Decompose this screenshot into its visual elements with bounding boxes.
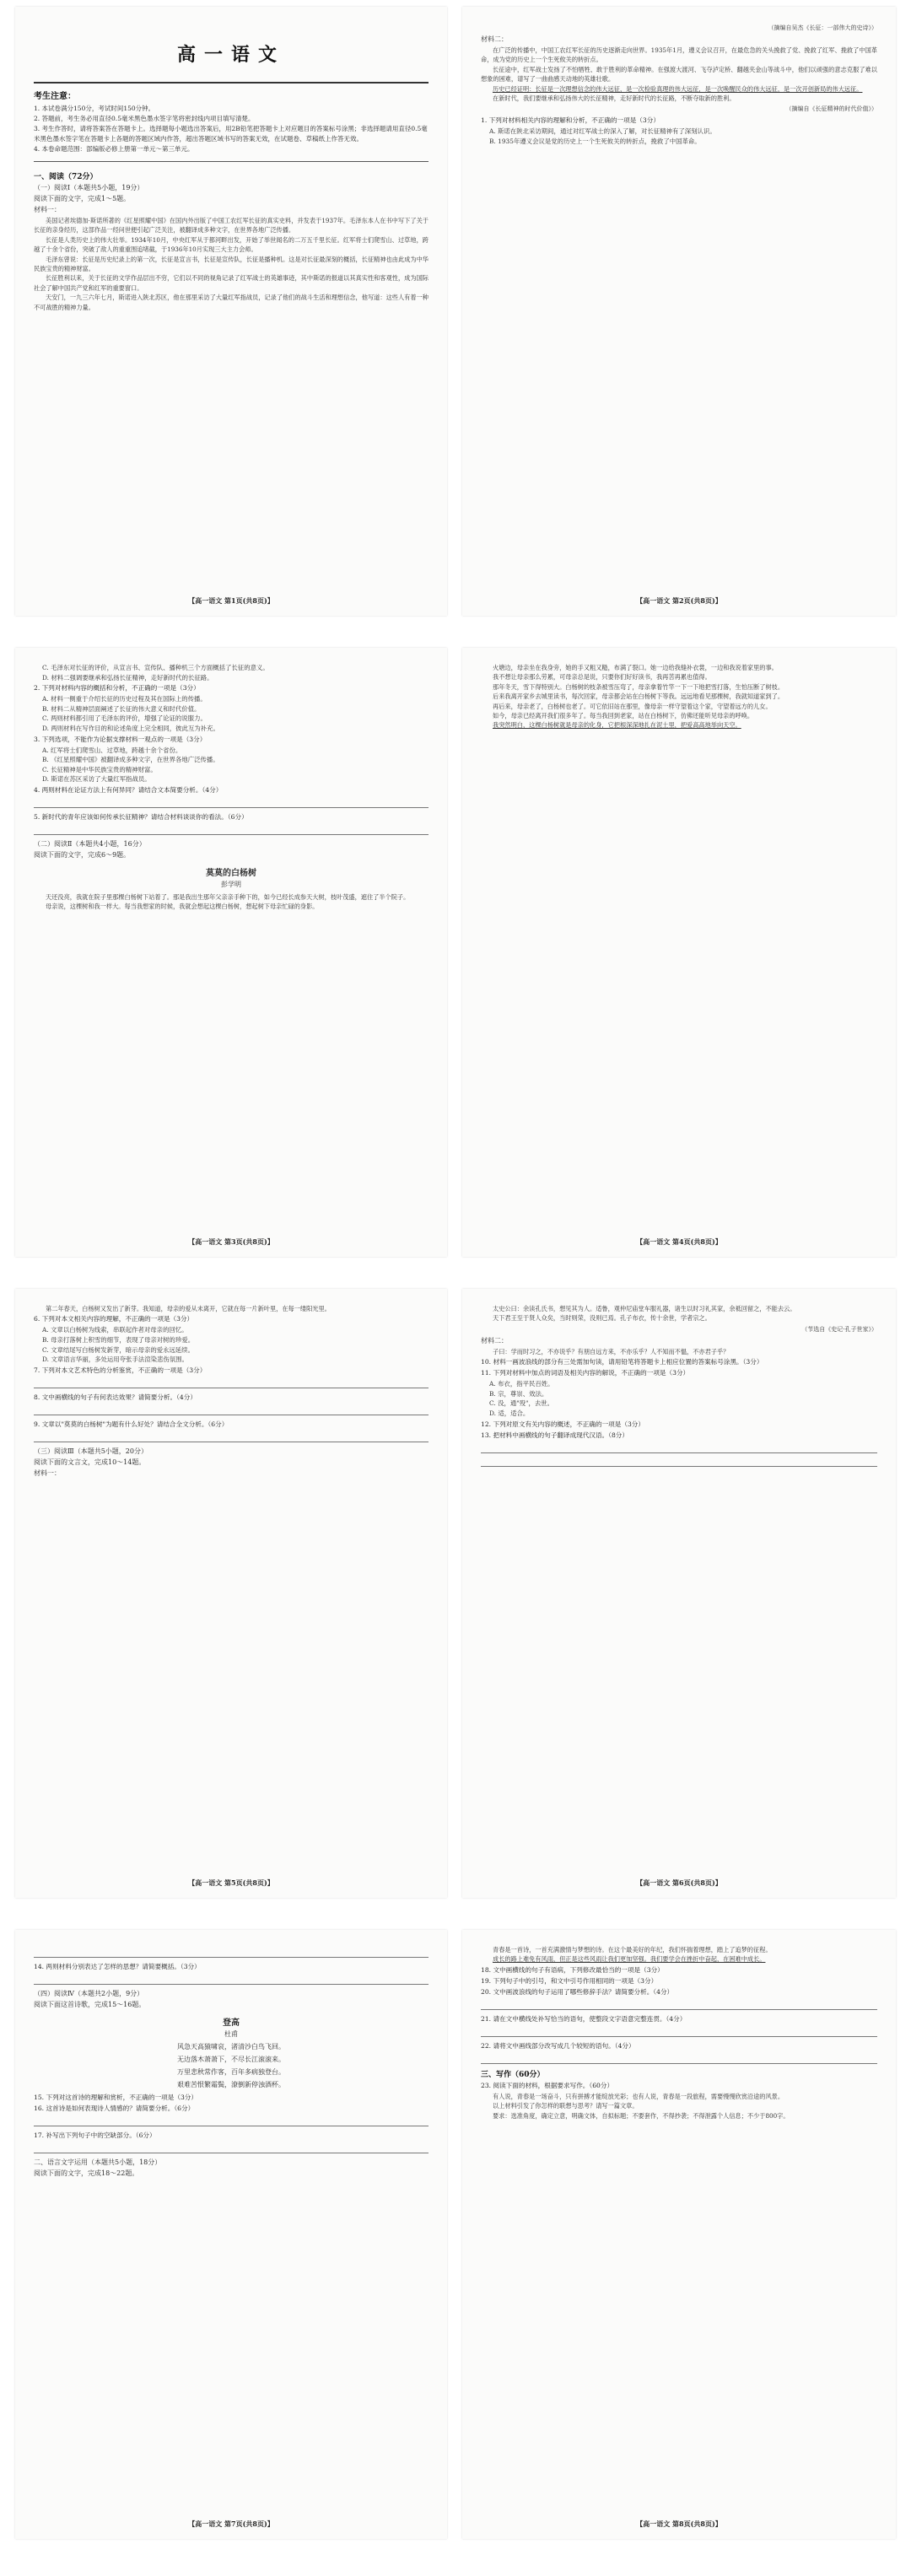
passage-paragraph: 在新时代，我们要继承和弘扬伟大的长征精神，走好新时代的长征路，不断夺取新的胜利。 <box>493 94 736 103</box>
notice-item: 1. 本试卷满分150分，考试时间150分钟。 <box>34 105 155 112</box>
part-lead: 阅读下面的文言文，完成10～14题。 <box>34 1458 146 1466</box>
part-heading: （三）阅读Ⅲ（本题共5小题，20分） <box>34 1447 148 1455</box>
poem-line: 无边落木萧萧下，不尽长江滚滚来。 <box>177 2056 285 2063</box>
notice-rule <box>34 161 429 162</box>
question-19: 19. 下列句子中的引号，和文中引号作用相同的一项是（3分） <box>481 1976 658 1985</box>
option: B. 《红星照耀中国》被翻译成多种文字，在世界各地广泛传播。 <box>42 756 219 764</box>
passage-paragraph: 美国记者埃德加·斯诺所著的《红星照耀中国》在国内外出版了中国工农红军长征的真实史料，并发表于1937年。毛泽东本人在书中写下了关于长征的亲身经历，这部作品一经问世便引起广泛关注，被翻译成多种文字，在世界各地广泛传播。 <box>34 217 429 234</box>
answer-line <box>34 2144 429 2153</box>
option: A. 文章以白杨树为线索，串联起作者对母亲的回忆。 <box>42 1326 188 1334</box>
option: C. 毛泽东对长征的评价，从宣言书、宣传队、播种机三个方面概括了长征的意义。 <box>42 664 269 671</box>
exam-title: 高一语文 <box>176 44 285 66</box>
passage-paragraph: 我不想让母亲那么劳累，可母亲总是说，只要你们好好读书，我再苦再累也值得。 <box>493 673 711 682</box>
page-5 <box>15 1289 447 1898</box>
answer-line <box>34 1379 429 1388</box>
part-lead: 阅读下面这首诗歌，完成15～16题。 <box>34 2001 146 2008</box>
passage-paragraph: 后来我离开家乡去城里读书，每次回家，母亲都会站在白杨树下等我。远远地看见那棵树，我就知道家到了。 <box>493 693 784 701</box>
option: A. 布衣，指平民百姓。 <box>489 1380 554 1388</box>
passage-source: （摘编自《长征精神的时代价值》） <box>785 105 877 113</box>
page-footer: 【高一语文 第4页(共8页)】 <box>636 1237 722 1246</box>
passage-paragraph: 火塘边，母亲坐在我身旁，她的手又粗又糙，布满了裂口。她一边给我缝补衣裳，一边和我说着家里的事。 <box>493 664 778 671</box>
answer-line <box>34 1948 429 1958</box>
option: B. 宗，尊崇、效法。 <box>489 1389 548 1398</box>
page-footer: 【高一语文 第2页(共8页)】 <box>636 596 722 605</box>
part-lead: 阅读下面的文字，完成6～9题。 <box>34 850 131 859</box>
answer-line <box>34 2117 429 2126</box>
passage-paragraph: 母亲说，这棵树和我一样大。每当我想家的时候，我就会想起这棵白杨树，想起树下母亲忙碌的身影。 <box>46 903 319 911</box>
passage-paragraph: 成长的路上难免有风雨，但正是这些风雨让我们更加坚强。我们要学会在挫折中奋起，在困难中成长。 <box>493 1955 766 1964</box>
passage-paragraph: 青春是一首诗，一首充满激情与梦想的诗。在这个最美好的年纪，我们怀揣着理想，踏上了追梦的征程。 <box>493 1946 772 1954</box>
question-14: 14. 两则材料分别表达了怎样的思想？请简要概括。（3分） <box>34 1963 201 1970</box>
question-9: 9. 文章以"莫莫的白杨树"为题有什么好处？请结合全文分析。（6分） <box>34 1420 229 1428</box>
option: C. 没，通"殁"，去世。 <box>489 1399 554 1408</box>
essay-title: 莫莫的白杨树 <box>206 868 256 878</box>
part-lead: 阅读下面的文字，完成1～5题。 <box>34 195 131 202</box>
material-label: 材料一： <box>34 206 61 213</box>
answer-line <box>34 799 429 808</box>
page-7 <box>15 1930 447 2539</box>
passage-paragraph: 子曰：学而时习之，不亦说乎？有朋自远方来，不亦乐乎？人不知而不愠，不亦君子乎？ <box>493 1347 730 1355</box>
page-8 <box>462 1930 896 2539</box>
question-15: 15. 下列对这首诗的理解和赏析，不正确的一项是（3分） <box>34 2094 197 2101</box>
section-heading: 一、阅读（72分） <box>34 173 98 181</box>
passage-paragraph: 在广泛的传播中，中国工农红军长征的历史逐渐走向世界。1935年1月，遵义会议召开，在最危急的关头挽救了党、挽救了红军、挽救了中国革命，成为党的历史上一个生死攸关的转折点。 <box>481 46 877 64</box>
question-5: 5. 新时代的青年应该如何传承长征精神？请结合材料谈谈你的看法。（6分） <box>34 812 248 821</box>
question-21: 21. 请在文中横线处补写恰当的语句，使整段文字语意完整连贯。（4分） <box>481 2014 687 2023</box>
material-label: 材料二： <box>481 35 508 43</box>
passage-paragraph: 长征途中，红军战士发扬了不怕牺牲、敢于胜利的革命精神。在强渡大渡河、飞夺泸定桥、翻越夹金山等战斗中，他们以顽强的意志克服了难以想象的困难，谱写了一曲曲感天动地的英雄壮歌。 <box>481 65 877 84</box>
page-4 <box>462 648 896 1257</box>
option: B. 材料二从精神层面阐述了长征的伟大意义和时代价值。 <box>42 704 201 713</box>
poem-line: 艰难苦恨繁霜鬓，潦倒新停浊酒杯。 <box>177 2081 285 2088</box>
page-6 <box>462 1289 896 1898</box>
part-heading: （四）阅读Ⅳ（本题共2小题，9分） <box>34 1990 144 1997</box>
question-22: 22. 请将文中画线部分改写成几个较短的语句。（4分） <box>481 2041 635 2050</box>
section-heading: 三、写作（60分） <box>481 2070 545 2079</box>
notice-heading: 考生注意： <box>34 92 76 101</box>
part-heading: （二）阅读Ⅱ（本题共4小题，16分） <box>34 839 146 848</box>
option: D. 两则材料在写作目的和论述角度上完全相同，彼此互为补充。 <box>42 724 219 732</box>
page-2 <box>462 7 896 616</box>
answer-line <box>34 1433 429 1442</box>
question-18: 18. 文中画横线的句子有语病，下列修改最恰当的一项是（3分） <box>481 1965 664 1974</box>
option: A. 红军将士们爬雪山、过草地，跨越十余个省份。 <box>42 746 182 754</box>
writing-prompt: 有人说，青春是一场奋斗，只有拼搏才能绽放光彩；也有人说，青春是一段旅程，需要慢慢欣赏沿途的风景。 <box>493 2092 784 2100</box>
part-lead: 阅读下面的文字，完成18～22题。 <box>34 2169 139 2177</box>
answer-line <box>481 1458 877 1467</box>
option: C. 长征精神是中华民族宝贵的精神财富。 <box>42 765 157 773</box>
passage-paragraph: 天下君王至于贤人众矣，当时则荣，没则已焉。孔子布衣，传十余世，学者宗之。 <box>493 1314 711 1323</box>
passage-source: （节选自《史记·孔子世家》） <box>801 1325 877 1333</box>
passage-paragraph: 如今，母亲已经离开我们很多年了。每当我回到老家，站在白杨树下，仿佛还能听见母亲的呼唤。 <box>493 712 754 720</box>
question-4: 4. 两则材料在论证方法上有何异同？请结合文本简要分析。（4分） <box>34 785 223 794</box>
page-1 <box>15 7 447 616</box>
passage-paragraph: 天还没亮，我就在院子里那棵白杨树下站着了。那是我出生那年父亲亲手种下的，如今已经长成参天大树，枝叶茂盛，遮住了半个院子。 <box>46 892 410 901</box>
title-rule <box>34 82 429 84</box>
passage-paragraph: 天安门，一九三六年七月，斯诺进入陕北苏区，他在那里采访了大量红军指战员，记录了他们的战斗生活和理想信念，他写道：这些人有着一种不可战胜的精神力量。 <box>34 294 429 311</box>
part-heading: （一）阅读Ⅰ（本题共5小题，19分） <box>34 184 144 191</box>
question-23: 23. 阅读下面的材料，根据要求写作。（60分） <box>481 2081 614 2089</box>
answer-line <box>481 2028 877 2037</box>
passage-source: （摘编自吴杰《长征：一部伟大的史诗》） <box>768 24 877 31</box>
poem-line: 风急天高猿啸哀，渚清沙白鸟飞回。 <box>177 2043 285 2051</box>
passage-paragraph: 历史已经证明：长征是一次理想信念的伟大远征，是一次检验真理的伟大远征，是一次唤醒民众的伟大远征，是一次开创新局的伟大远征。 <box>493 84 863 93</box>
passage-paragraph: 毛泽东曾说：长征是历史纪录上的第一次，长征是宣言书，长征是宣传队，长征是播种机。这是对长征最深刻的概括，长征精神也由此成为中华民族宝贵的精神财富。 <box>34 255 429 273</box>
question-3: 3. 下列选项，不能作为论据支撑材料一观点的一项是（3分） <box>34 735 207 743</box>
option: A. 斯诺在陕北采访期间，通过对红军战士的深入了解，对长征精神有了深刻认识。 <box>489 127 716 136</box>
poem-author: 杜甫 <box>224 2030 238 2038</box>
question-16: 16. 这首诗是如何表现诗人情感的？请简要分析。（6分） <box>34 2104 195 2112</box>
passage-paragraph: 我突然明白，这棵白杨树就是母亲的化身，它把根深深地扎在泥土里，把爱高高地举向天空。 <box>493 721 741 730</box>
answer-line <box>34 1406 429 1415</box>
option: A. 材料一侧重于介绍长征的历史过程及其在国际上的传播。 <box>42 695 207 703</box>
answer-line <box>481 1444 877 1453</box>
question-8: 8. 文中画横线的句子有何表达效果？请简要分析。（4分） <box>34 1393 197 1401</box>
question-2: 2. 下列对材料内容的概括和分析，不正确的一项是（3分） <box>34 684 200 693</box>
passage-paragraph: 长征胜利以来，关于长征的文学作品层出不穷，它们以不同的视角记录了红军战士的英雄事迹，其中斯诺的报道以其真实性和客观性，成为国际社会了解中国共产党和红军的重要窗口。 <box>34 274 429 292</box>
page-footer: 【高一语文 第8页(共8页)】 <box>636 2519 722 2528</box>
question-1: 1. 下列对材料相关内容的理解和分析，不正确的一项是（3分） <box>481 116 660 125</box>
option: D. 斯诺在苏区采访了大量红军指战员。 <box>42 775 151 784</box>
poem-title: 登高 <box>223 2018 240 2028</box>
question-17: 17. 补写出下列句子中的空缺部分。（6分） <box>34 2131 156 2139</box>
page-footer: 【高一语文 第1页(共8页)】 <box>188 596 274 605</box>
writing-requirements: 要求：选准角度，确定立意，明确文体，自拟标题；不要套作，不得抄袭；不得泄露个人信息；不少于800字。 <box>493 2111 790 2120</box>
answer-line <box>481 2001 877 2010</box>
writing-prompt: 以上材料引发了你怎样的联想与思考？请写一篇文章。 <box>493 2102 639 2110</box>
question-20: 20. 文中画波浪线的句子运用了哪些修辞手法？请简要分析。（4分） <box>481 1987 674 1996</box>
passage-paragraph: 那年冬天，雪下得特别大。白杨树的枝条被雪压弯了，母亲拿着竹竿一下一下地把雪打落，生怕压断了树枝。 <box>493 682 784 691</box>
option: C. 文章结尾写白杨树发新芽，暗示母亲的爱永远延续。 <box>42 1345 195 1354</box>
answer-line <box>34 826 429 835</box>
passage-paragraph: 第二年春天，白杨树又发出了新芽。我知道，母亲的爱从未离开，它就在每一片新叶里，在每一缕阳光里。 <box>46 1305 331 1312</box>
notice-item: 3. 考生作答时，请将答案答在答题卡上。选择题每小题选出答案后，用2B铅笔把答题卡上对应题目的答案标号涂黑；非选择题请用直径0.5毫米黑色墨水签字笔在答题卡上各题的答题区域内作答，超出答题区域书写的答案无效，在试题卷、草稿纸上作答无效。 <box>34 125 428 143</box>
material-label: 材料一： <box>34 1469 61 1477</box>
option: C. 两则材料都引用了毛泽东的评价，增强了论证的说服力。 <box>42 714 207 723</box>
option: D. 适，适合。 <box>489 1409 530 1417</box>
passage-paragraph: 再后来，母亲老了，白杨树也老了。可它依旧站在那里，像母亲一样守望着这个家，守望着远方的儿女。 <box>493 702 772 710</box>
passage-paragraph: 太史公曰：余读孔氏书，想见其为人。适鲁，观仲尼庙堂车服礼器，诸生以时习礼其家，余祗回留之，不能去云。 <box>493 1305 796 1312</box>
page-footer: 【高一语文 第3页(共8页)】 <box>188 1237 274 1246</box>
answer-line <box>34 1975 429 1985</box>
option: D. 文章语言华丽，多处运用夸张手法渲染悲伤氛围。 <box>42 1355 188 1364</box>
question-6: 6. 下列对本文相关内容的理解，不正确的一项是（3分） <box>34 1315 194 1323</box>
part-heading: 二、语言文字运用（本题共5小题，18分） <box>34 2158 162 2166</box>
question-12: 12. 下列对原文有关内容的概述，不正确的一项是（3分） <box>481 1420 644 1428</box>
essay-author: 彭学明 <box>221 880 241 888</box>
question-7: 7. 下列对本文艺术特色的分析鉴赏，不正确的一项是（3分） <box>34 1366 207 1374</box>
question-10: 10. 材料一画波浪线的部分有三处需加句读，请用铅笔将答题卡上相应位置的答案标号涂黑。（3分） <box>481 1358 763 1366</box>
page-footer: 【高一语文 第6页(共8页)】 <box>636 1878 722 1887</box>
notice-item: 4. 本卷命题范围：部编版必修上册第一单元～第三单元。 <box>34 145 194 153</box>
notice-item: 2. 答题前，考生务必用直径0.5毫米黑色墨水签字笔将密封线内项目填写清楚。 <box>34 115 255 122</box>
page-3 <box>15 648 447 1257</box>
passage-paragraph: 长征是人类历史上的伟大壮举。1934年10月，中央红军从于都河畔出发，开始了举世闻名的二万五千里长征。红军将士们爬雪山、过草地，跨越了十余个省份，突破了敌人的重重围追堵截，于1936年10月实现三大主力会师。 <box>34 235 429 254</box>
option: D. 材料二强调要继承和弘扬长征精神，走好新时代的长征路。 <box>42 673 213 682</box>
page-footer: 【高一语文 第7页(共8页)】 <box>188 2519 274 2528</box>
option: B. 母亲打落树上积雪的细节，表现了母亲对树的珍爱。 <box>42 1336 195 1344</box>
question-13: 13. 把材料中画横线的句子翻译成现代汉语。（8分） <box>481 1431 628 1439</box>
answer-line <box>481 2055 877 2064</box>
material-label: 材料二： <box>481 1336 508 1345</box>
poem-line: 万里悲秋常作客，百年多病独登台。 <box>177 2068 285 2076</box>
option: B. 1935年遵义会议是党的历史上一个生死攸关的转折点，挽救了中国革命。 <box>489 137 701 146</box>
page-footer: 【高一语文 第5页(共8页)】 <box>188 1878 274 1887</box>
question-11: 11. 下列对材料中加点的词语及相关内容的解说，不正确的一项是（3分） <box>481 1369 690 1377</box>
